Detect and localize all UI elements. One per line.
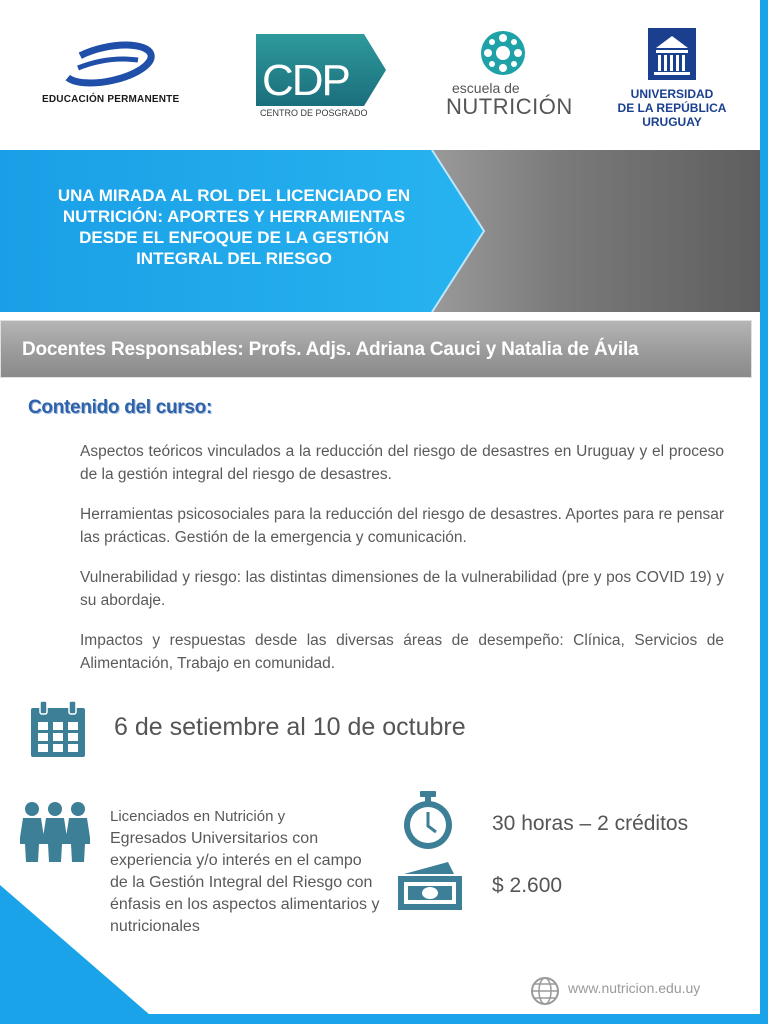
calendar-icon bbox=[30, 700, 86, 758]
globe-icon bbox=[530, 976, 560, 1006]
contenido-item-3: Vulnerabilidad y riesgo: las distintas dimensiones de la vulnerabilidad (pre y pos COVID 19) y su abordaje. bbox=[80, 569, 724, 609]
course-title-line2: NUTRICIÓN: APORTES Y HERRAMIENTAS bbox=[62, 207, 406, 226]
logo-cdp bbox=[256, 34, 388, 120]
course-dates: 6 de setiembre al 10 de octubre bbox=[114, 713, 466, 741]
docentes-responsables: Docentes Responsables: Profs. Adjs. Adriana Cauci y Natalia de Ávila bbox=[22, 339, 639, 360]
educacion-permanente-label: EDUCACIÓN PERMANENTE bbox=[42, 94, 180, 105]
logo-educacion-permanente bbox=[38, 38, 178, 110]
contenido-heading: Contenido del curso: bbox=[28, 397, 213, 418]
website-link[interactable]: www.nutricion.edu.uy bbox=[568, 980, 701, 996]
udelar-line2: DE LA REPÚBLICA bbox=[617, 101, 727, 115]
stopwatch-icon bbox=[400, 790, 456, 852]
logo-udelar bbox=[612, 26, 732, 132]
escuela-emblem bbox=[440, 28, 570, 80]
publico-line1: Licenciados en Nutrición y bbox=[110, 808, 286, 825]
udelar-line3: URUGUAY bbox=[642, 115, 702, 129]
publico-rest: Egresados Universitarios con experiencia y/o interés en el campo de la Gestión Integral del Riesgo con énfasis en los aspectos alimentarios y nutricionales bbox=[110, 830, 380, 935]
educacion-permanente-emblem bbox=[38, 38, 178, 94]
cdp-subtitle: CENTRO DE POSGRADO bbox=[260, 108, 368, 118]
escuela-line2: NUTRICIÓN bbox=[446, 94, 573, 119]
course-title-line3: DESDE EL ENFOQUE DE LA GESTIÓN bbox=[79, 228, 389, 247]
course-title-line4: INTEGRAL DEL RIESGO bbox=[136, 249, 332, 268]
frame-right-border bbox=[760, 0, 768, 1024]
money-icon bbox=[396, 860, 464, 912]
frame-bottom-border bbox=[0, 1014, 768, 1024]
course-title-line1: UNA MIRADA AL ROL DEL LICENCIADO EN bbox=[57, 186, 411, 205]
contenido-item-1: Aspectos teóricos vinculados a la reducción del riesgo de desastres en Uruguay y el proceso de la gestión integral del riesgo de desastres. bbox=[80, 443, 724, 483]
course-title bbox=[14, 185, 454, 269]
escuela-line1: escuela de bbox=[452, 80, 520, 96]
udelar-line1: UNIVERSIDAD bbox=[630, 87, 714, 101]
logo-escuela-nutricion bbox=[440, 28, 573, 123]
course-hours-credits: 30 horas – 2 créditos bbox=[492, 812, 689, 835]
course-price: $ 2.600 bbox=[492, 874, 563, 897]
contenido-item-2: Herramientas psicosociales para la reducción del riesgo de desastres. Aportes para re pensar las prácticas. Gestión de la emergencia y comunicación. bbox=[80, 506, 724, 546]
contenido-item-4: Impactos y respuestas desde las diversas áreas de desempeño: Clínica, Servicios de Alimentación, Trabajo en comunidad. bbox=[80, 632, 724, 672]
publico-objetivo bbox=[110, 806, 380, 938]
people-icon bbox=[20, 800, 90, 864]
udelar-building-emblem bbox=[612, 26, 732, 84]
cdp-acronym: CDP bbox=[262, 56, 349, 105]
